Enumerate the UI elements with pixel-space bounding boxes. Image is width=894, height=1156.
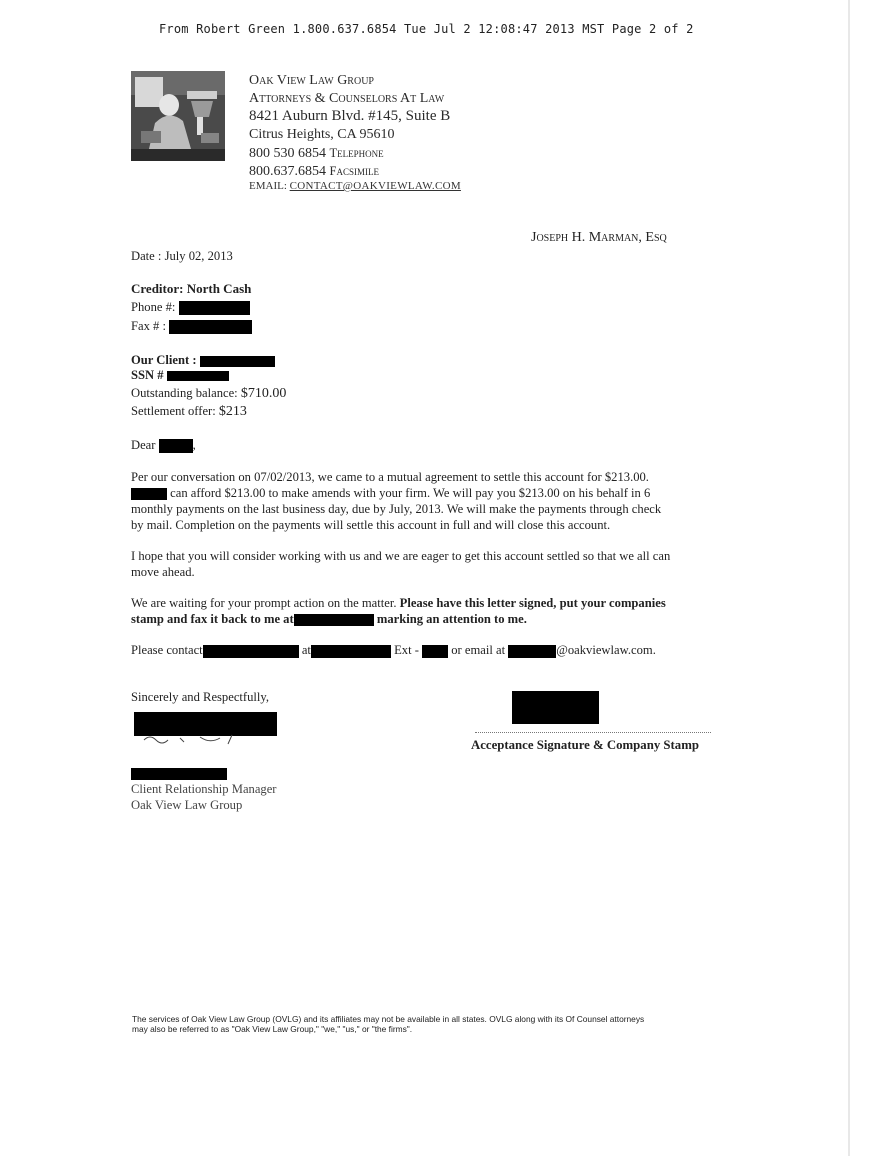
para3-bold: Please have this letter signed, put your companies <box>399 596 666 610</box>
creditor-phone <box>131 299 250 316</box>
signature-line <box>475 732 711 733</box>
redaction-bar <box>159 439 193 453</box>
firm-address-line2: Citrus Heights, CA 95610 <box>249 127 395 142</box>
creditor-phone-label: Phone #: <box>131 300 176 314</box>
redaction-bar <box>422 645 448 658</box>
creditor-fax-label: Fax # : <box>131 319 166 333</box>
fax-transmission-header: From Robert Green 1.800.637.6854 Tue Jul 2 12:08:47 2013 MST Page 2 of 2 <box>159 22 694 36</box>
redaction-bar <box>311 645 391 658</box>
telephone-number: 800 530 6854 <box>249 146 326 161</box>
para3-bold-a: stamp and fax it back to me at <box>131 612 294 626</box>
scan-edge-shadow <box>848 0 850 1156</box>
contact-prefix: Please contact <box>131 643 203 657</box>
para2-line2: move ahead. <box>131 565 195 579</box>
footer-line2: may also be referred to as "Oak View Law Group," "we," "us," or "the firms". <box>132 1024 413 1034</box>
firm-name: Oak View Law Group <box>249 73 374 88</box>
para1-line2-row <box>131 485 650 502</box>
signer-title: Client Relationship Manager <box>131 782 277 796</box>
contact-or-email: or email at <box>451 643 506 657</box>
footer-line1: The services of Oak View Law Group (OVLG) and its affiliates may not be available in all states. OVLG along with its Of Counsel attorneys <box>132 1014 645 1024</box>
contact-line <box>131 642 656 659</box>
para3-line1 <box>131 595 666 612</box>
firm-tagline: Attorneys & Counselors At Law <box>249 91 445 106</box>
redaction-bar <box>131 488 167 500</box>
firm-telephone <box>249 144 384 163</box>
balance-value: $710.00 <box>240 386 287 401</box>
offer-value: $213 <box>218 404 247 419</box>
para3-plain: We are waiting for your prompt action on the matter. <box>131 596 400 610</box>
contact-ext: Ext - <box>394 643 419 657</box>
para1-line3: monthly payments on the last business day, due by July, 2013. We will make the payments through check <box>131 502 662 516</box>
signature-scribble <box>140 732 240 746</box>
email-label: EMAIL: <box>249 180 287 192</box>
offer-label: Settlement offer: <box>131 404 219 418</box>
email-link[interactable]: CONTACT@OAKVIEWLAW.COM <box>289 180 461 192</box>
footer-disclaimer <box>132 1014 732 1034</box>
para1-line2: can afford $213.00 to make amends with your firm. We will pay you $213.00 on his behalf in 6 <box>170 486 651 500</box>
para2-line1: I hope that you will consider working with us and we are eager to get this account settled so that we all can <box>131 549 671 563</box>
balance-label: Outstanding balance: <box>131 386 241 400</box>
facsimile-number: 800.637.6854 <box>249 164 326 179</box>
redaction-bar <box>167 371 229 381</box>
outstanding-balance <box>131 385 286 403</box>
ssn-label: SSN # <box>131 368 164 382</box>
redaction-bar <box>169 320 252 334</box>
acceptance-label: Acceptance Signature & Company Stamp <box>471 738 699 752</box>
salutation <box>131 437 196 454</box>
firm-email <box>249 180 461 192</box>
client-label: Our Client : <box>131 353 197 367</box>
redaction-bar <box>203 645 299 658</box>
closing: Sincerely and Respectfully, <box>131 690 270 704</box>
firm-logo-photo <box>131 71 225 161</box>
client-ssn-row <box>131 367 229 384</box>
salutation-comma: , <box>192 438 196 452</box>
creditor-label: Creditor: North Cash <box>131 281 252 296</box>
redaction-bar <box>508 645 556 658</box>
contact-email-domain[interactable]: @oakviewlaw.com. <box>556 643 656 657</box>
telephone-label: Telephone <box>329 146 384 160</box>
signer-name-redaction <box>131 768 227 780</box>
signer-company: Oak View Law Group <box>131 798 243 812</box>
settlement-offer <box>131 403 247 421</box>
firm-facsimile <box>249 162 379 181</box>
acceptance-signature-redaction <box>512 691 599 724</box>
firm-address-line1: 8421 Auburn Blvd. #145, Suite B <box>249 108 451 124</box>
creditor-fax <box>131 318 252 335</box>
redaction-bar <box>294 614 374 626</box>
para3-bold-b: marking an attention to me. <box>376 612 527 626</box>
attorney-name: Joseph H. Marman, Esq <box>531 230 667 245</box>
para1-line1: Per our conversation on 07/02/2013, we came to a mutual agreement to settle this account for $213.00. <box>131 470 649 484</box>
facsimile-label: Facsimile <box>329 164 379 178</box>
letter-date: Date : July 02, 2013 <box>131 249 233 263</box>
salutation-text: Dear <box>131 438 156 452</box>
redaction-bar <box>200 356 275 367</box>
redaction-bar <box>179 301 250 315</box>
para1-line4: by mail. Completion on the payments will settle this account in full and will close this account. <box>131 518 611 532</box>
contact-at: at <box>301 643 311 657</box>
para3-line2 <box>131 611 527 628</box>
